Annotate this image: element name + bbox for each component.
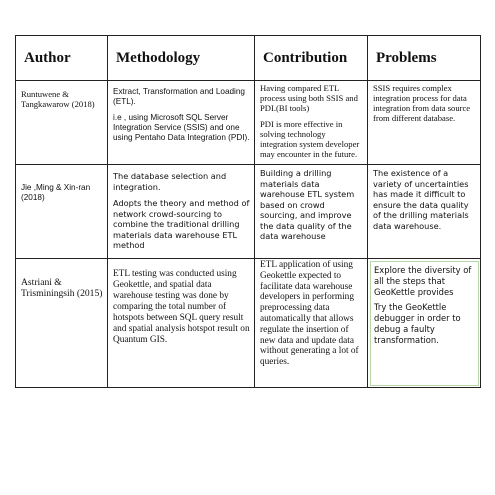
- table-row: [16, 165, 481, 259]
- author-cell: Astriani & Trisminingsih (2015): [16, 259, 108, 388]
- header-contribution: Contribution: [255, 36, 368, 81]
- methodology-cell: ETL testing was conducted using Geokettle, and spatial data warehouse testing was done by comparing the total number of hotspots between SQL query result and spatial analysis hotspot result on Quantum GIS.: [108, 259, 255, 388]
- header-row: [16, 36, 481, 81]
- literature-table: [15, 35, 481, 388]
- methodology-cell: The database selection and integration. Adopts the theory and method of network crowd-sourcing to combine the traditional drilling materials data warehouse ETL method: [108, 165, 255, 259]
- problems-cell: Explore the diversity of all the steps that GeoKettle provides Try the GeoKettle debugger in order to debug a faulty transformation.: [368, 259, 481, 388]
- problems-cell: SSIS requires complex integration process for data integration from data source from different database.: [368, 81, 481, 165]
- header-methodology: Methodology: [108, 36, 255, 81]
- contribution-cell: Having compared ETL process using both SSIS and PDI.(BI tools) PDI is more effective in solving technology integration system developer may encounter in the future.: [255, 81, 368, 165]
- header-author: Author: [16, 36, 108, 81]
- author-cell: Jie ,Ming & Xin-ran (2018): [16, 165, 108, 259]
- author-cell: Runtuwene & Tangkawarow (2018): [16, 81, 108, 165]
- table-row: [16, 81, 481, 165]
- contribution-cell: Building a drilling materials data warehouse ETL system based on crowd sourcing, and improve the data quality of the data warehouse: [255, 165, 368, 259]
- problems-cell: The existence of a variety of uncertainties has made it difficult to ensure the data quality of the drilling materials data warehouse.: [368, 165, 481, 259]
- table-row: [16, 259, 481, 388]
- methodology-cell: Extract, Transformation and Loading (ETL). i.e , using Microsoft SQL Server Integration Service (SSIS) and one using Pentaho Data Integration (PDI).: [108, 81, 255, 165]
- contribution-cell: ETL application of using Geokettle expected to facilitate data warehouse developers in performing preprocessing data automatically that allows regulate the insertion of new data and update data without generating a lot of queries.: [255, 259, 368, 388]
- header-problems: Problems: [368, 36, 481, 81]
